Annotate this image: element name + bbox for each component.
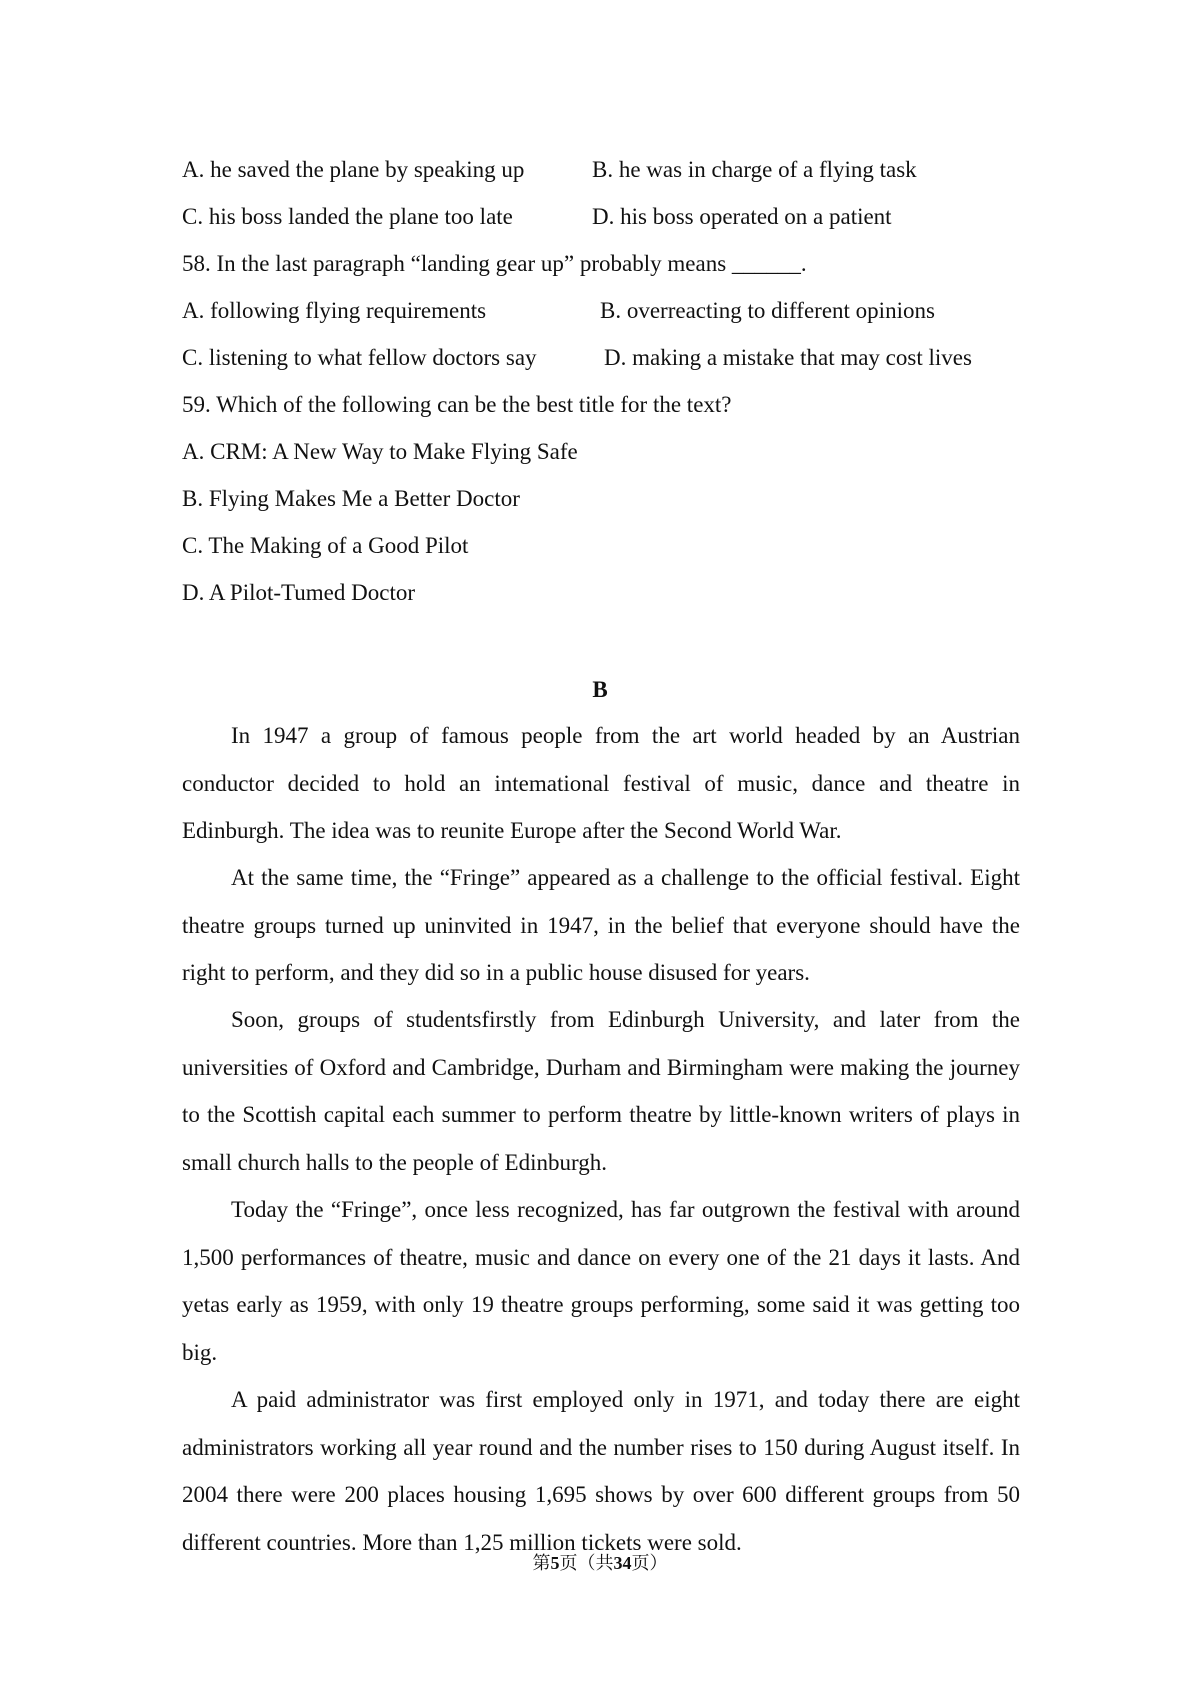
footer-page-number: 5 bbox=[550, 1553, 560, 1573]
q58-stem: 58. In the last paragraph “landing gear up” probably means ______. bbox=[182, 251, 807, 276]
q57-option-a: A. he saved the plane by speaking up bbox=[182, 157, 525, 182]
footer-prefix: 第 bbox=[532, 1553, 551, 1573]
passage-paragraph-2: At the same time, the “Fringe” appeared as a challenge to the official festival. Eight theatre groups turned up uninvited in 1947, in the belief that everyone should have the right to perform, and they did so in a public house disused for years. bbox=[182, 865, 1020, 985]
q57-option-d: D. his boss operated on a patient bbox=[592, 204, 892, 229]
q59-option-c: C. The Making of a Good Pilot bbox=[182, 533, 469, 558]
q58-option-c: C. listening to what fellow doctors say bbox=[182, 345, 537, 370]
q59-option-b: B. Flying Makes Me a Better Doctor bbox=[182, 486, 520, 511]
q58-option-d: D. making a mistake that may cost lives bbox=[604, 345, 972, 370]
q59-option-a: A. CRM: A New Way to Make Flying Safe bbox=[182, 439, 578, 464]
passage-paragraph-3: Soon, groups of studentsfirstly from Edinburgh University, and later from the universities of Oxford and Cambridge, Durham and Birmingham were making the journey to the Scottish capital each summer to perform theatre by little-known writers of plays in small church halls to the people of Edinburgh. bbox=[182, 1007, 1020, 1175]
q58-option-a: A. following flying requirements bbox=[182, 298, 487, 323]
footer-suffix: 页） bbox=[631, 1553, 668, 1573]
q59-option-d: D. A Pilot-Tumed Doctor bbox=[182, 580, 416, 605]
passage-paragraph-5: A paid administrator was first employed only in 1971, and today there are eight administrators working all year round and the number rises to 150 during August itself. In 2004 there were 200 places housing 1,695 shows by over 600 different groups from 50 different countries. More than 1,25 million tickets were sold. bbox=[182, 1387, 1020, 1555]
q57-option-b: B. he was in charge of a flying task bbox=[592, 157, 917, 182]
passage-paragraph-1: In 1947 a group of famous people from the art world headed by an Austrian conductor decided to hold an intemational festival of music, dance and theatre in Edinburgh. The idea was to reunite Europe after the Second World War. bbox=[182, 723, 1020, 843]
passage-paragraph-4: Today the “Fringe”, once less recognized, has far outgrown the festival with around 1,500 performances of theatre, music and dance on every one of the 21 days it lasts. And yetas early as 1959, with only 19 theatre groups performing, some said it was getting too big. bbox=[182, 1197, 1020, 1365]
footer-total-pages: 34 bbox=[613, 1553, 632, 1573]
q59-stem: 59. Which of the following can be the best title for the text? bbox=[182, 392, 732, 417]
section-heading: B bbox=[592, 677, 608, 702]
page-footer bbox=[0, 1551, 1200, 1575]
q58-option-b: B. overreacting to different opinions bbox=[600, 298, 935, 323]
q57-option-c: C. his boss landed the plane too late bbox=[182, 204, 513, 229]
footer-middle: 页（共 bbox=[559, 1553, 614, 1573]
